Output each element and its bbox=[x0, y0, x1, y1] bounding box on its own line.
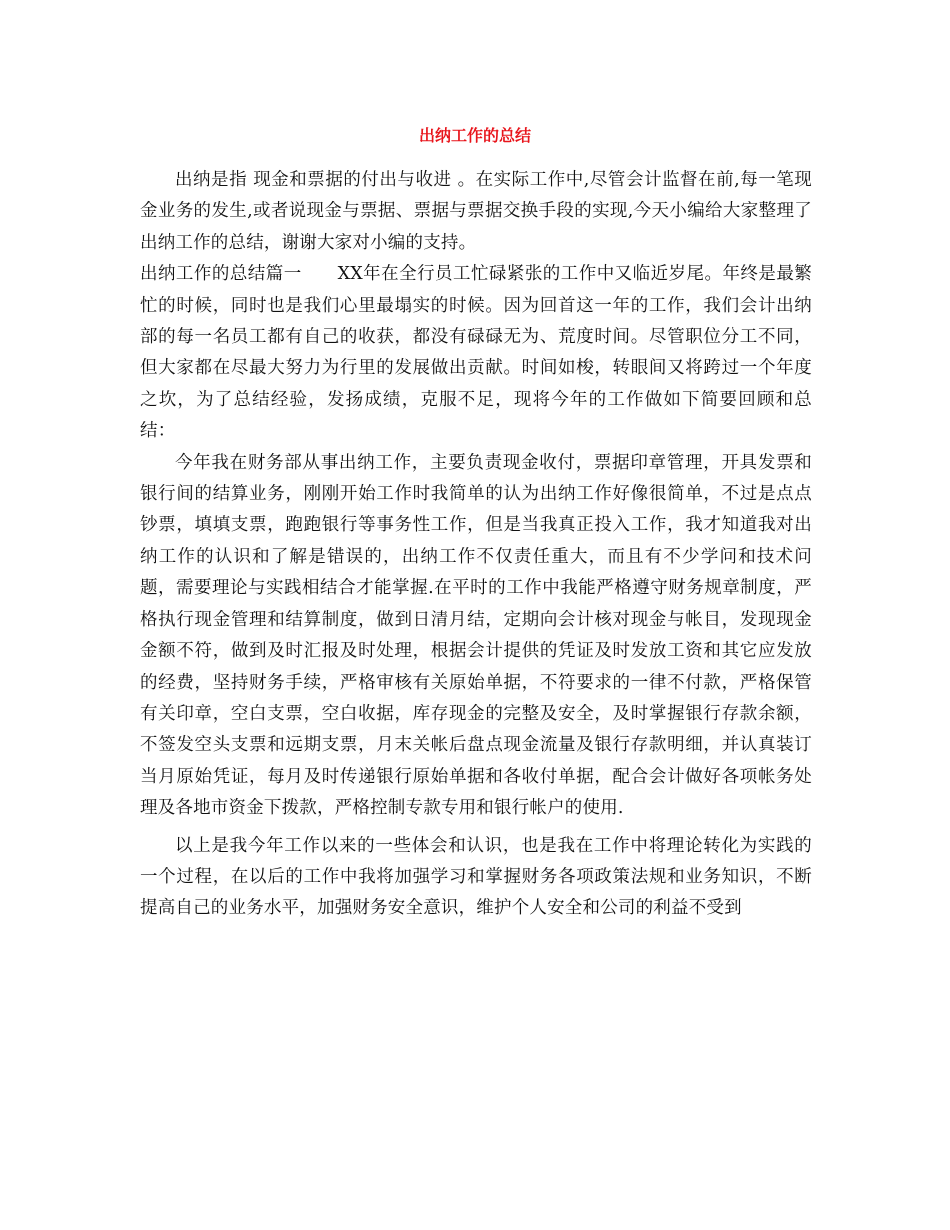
document-title: 出纳工作的总结 bbox=[418, 126, 531, 145]
paragraph-reflection: 以上是我今年工作以来的一些体会和认识，也是我在工作中将理论转化为实践的一个过程，在以后的工作中我将加强学习和掌握财务各项政策法规和业务知识，不断提高自己的业务水平，加强财务安全意识，维护个人安全和公司的利益不受到 bbox=[140, 835, 812, 919]
document-body bbox=[140, 165, 812, 925]
paragraph-duties: 今年我在财务部从事出纳工作，主要负责现金收付，票据印章管理，开具发票和银行间的结算业务，刚刚开始工作时我简单的认为出纳工作好像很简单，不过是点点钞票，填填支票，跑跑银行等事务性工作，但是当我真正投入工作，我才知道我对出纳工作的认识和了解是错误的，出纳工作不仅责任重大，而且有不少学问和技术问题，需要理论与实践相结合才能掌握.在平时的工作中我能严格遵守财务规章制度，严格执行现金管理和结算制度，做到日清月结，定期向会计核对现金与帐目，发现现金金额不符，做到及时汇报及时处理，根据会计提供的凭证及时发放工资和其它应发放的经费，坚持财务手续，严格审核有关原始单据，不符要求的一律不付款，严格保管有关印章，空白支票，空白收据，库存现金的完整及安全，及时掌握银行存款余额，不签发空头支票和远期支票，月末关帐后盘点现金流量及银行存款明细，并认真装订当月原始凭证，每月及时传递银行原始单据和各收付单据，配合会计做好各项帐务处理及各地市资金下拨款，严格控制专款专用和银行帐户的使用. bbox=[140, 452, 812, 819]
paragraph-intro: 出纳是指 现金和票据的付出与收进 。在实际工作中,尽管会计监督在前,每一笔现金业务的发生,或者说现金与票据、票据与票据交换手段的实现,今天小编给大家整理了出纳工作的总结，谢谢大家对小编的支持。 bbox=[140, 170, 812, 253]
paragraph-section-one: 出纳工作的总结篇一 XX年在全行员工忙碌紧张的工作中又临近岁尾。年终是最繁忙的时候，同时也是我们心里最塌实的时候。因为回首这一年的工作，我们会计出纳部的每一名员工都有自己的收获，都没有碌碌无为、荒度时间。尽管职位分工不同，但大家都在尽最大努力为行里的发展做出贡献。时间如梭，转眼间又将跨过一个年度之坎，为了总结经验，发扬成绩，克服不足，现将今年的工作做如下简要回顾和总结： bbox=[140, 264, 812, 442]
